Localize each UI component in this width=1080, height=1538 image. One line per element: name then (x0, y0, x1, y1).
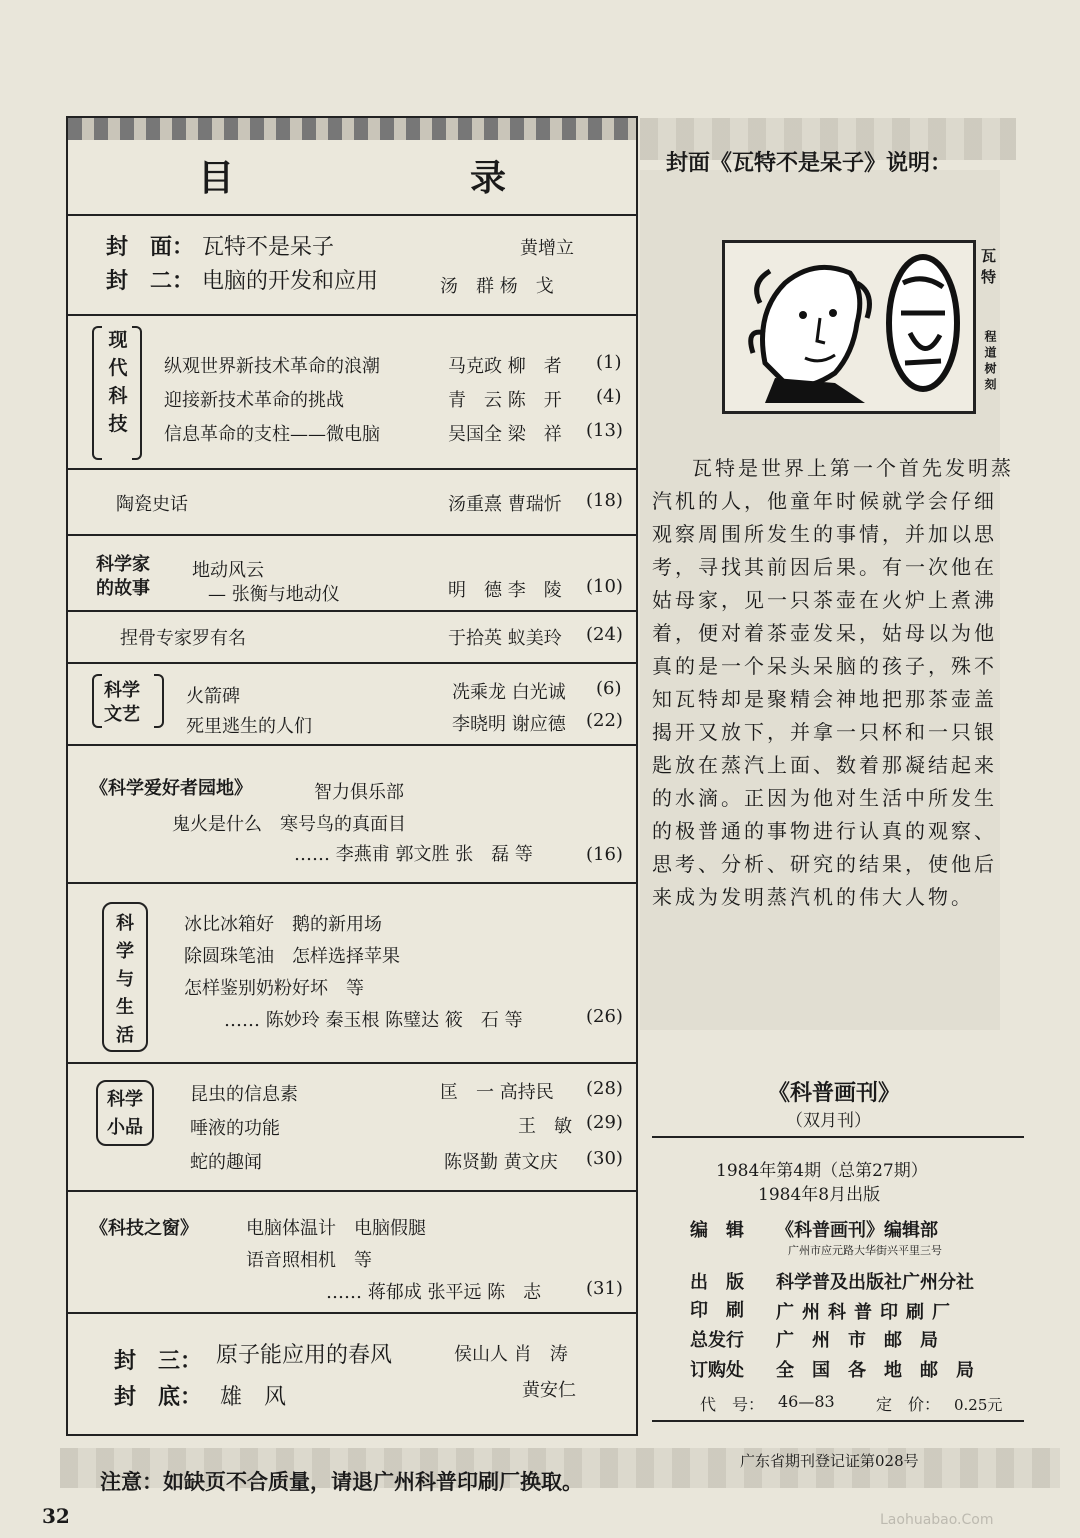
divider (68, 1062, 636, 1064)
table-of-contents (66, 116, 638, 1436)
imprint-label: 出 版 (690, 1272, 744, 1293)
toc-entry-page: (13) (586, 420, 623, 441)
toc-entry-page: (16) (586, 844, 623, 865)
toc-entry-title: 智力俱乐部 (314, 782, 404, 803)
code-value: 46—83 (778, 1392, 835, 1411)
divider (68, 882, 636, 884)
toc-entry-subtitle: — 张衡与地动仪 (208, 584, 340, 605)
header-decorative-strip (68, 118, 636, 140)
back-cover-author: 黄安仁 (522, 1380, 576, 1401)
price-value: 0.25元 (954, 1396, 1003, 1414)
watt-portrait-icon (725, 243, 967, 405)
toc-entry-page: (24) (586, 624, 623, 645)
price-label: 定 价： (876, 1395, 941, 1414)
issue-info: 1984年第4期（总第27期） (716, 1161, 928, 1181)
imprint-label: 印 刷 (690, 1300, 744, 1321)
section-label-sci-essay (96, 1080, 154, 1146)
toc-entry-author: 于拾英 蚁美玲 (448, 628, 562, 649)
toc-entry-author: 明 德 李 陵 (448, 580, 562, 601)
magazine-title: 《科普画刊》 (768, 1080, 901, 1106)
section-label-sci-lit: 科学 (104, 680, 140, 701)
toc-entry-title: 除圆珠笔油 怎样选择苹果 (184, 946, 400, 967)
seal-caption: 瓦特 (979, 248, 997, 290)
cover-description-body: 瓦特是世界上第一个首先发明蒸汽机的人，他童年时候就学会仔细观察周围所发生的事情，并加以思考，寻找其前因后果。有一次他在姑母家，见一只茶壶在火炉上煮沸着，便对着茶壶发呆，姑母以为他真的是一个呆头呆脑的孩子，殊不知瓦特却是聚精会神地把那茶壶盖揭开又放下，并拿一只杯和一只银匙放在蒸汽上面、数着那凝结起来的水滴。正因为他对生活中所发生的极普通的事物进行认真的观察、思考、分析、研究的结果，使他后来成为发明蒸汽机的伟大人物。 (652, 456, 1014, 909)
toc-entry-author: 王 敏 (518, 1116, 572, 1137)
cover-description-title: 封面《瓦特不是呆子》说明： (666, 150, 953, 176)
toc-entry-author: …… 陈妙玲 秦玉根 陈璧达 筱 石 等 (224, 1010, 523, 1031)
cover3-author: 侯山人 肖 涛 (454, 1344, 568, 1365)
imprint-value: 广州科普印刷厂 (776, 1302, 958, 1323)
cover-title: 瓦特不是呆子 (202, 235, 335, 260)
toc-entry-title: 冰比冰箱好 鹅的新用场 (184, 914, 382, 935)
label-line: 小品 (107, 1117, 143, 1138)
back-cover-label: 封 底： (114, 1384, 203, 1410)
section-label-scientist: 科学家 (96, 554, 150, 575)
imprint-label: 编 辑 (690, 1220, 744, 1241)
section-label-sci-lit: 文艺 (104, 704, 140, 725)
imprint-value: 广 州 市 邮 局 (776, 1330, 938, 1351)
divider (652, 1420, 1024, 1422)
toc-entry-title: 纵观世界新技术革命的浪潮 (164, 356, 380, 377)
cover2-title: 电脑的开发和应用 (202, 269, 379, 294)
label-line: 科学 (107, 1089, 143, 1110)
toc-entry-title: 蛇的趣闻 (190, 1152, 262, 1173)
toc-entry-author: 吴国全 梁 祥 (448, 424, 562, 445)
divider (68, 468, 636, 470)
imprint-value: 全 国 各 地 邮 局 (776, 1360, 974, 1381)
back-cover-title: 雄 风 (220, 1385, 287, 1410)
divider (68, 1312, 636, 1314)
toc-entry-title: 地动风云 (192, 560, 264, 581)
toc-entry-title: 怎样鉴别奶粉好坏 等 (184, 978, 364, 999)
section-label-modern-tech (98, 326, 138, 438)
divider (68, 534, 636, 536)
divider (68, 744, 636, 746)
toc-entry-title: 唾液的功能 (190, 1118, 280, 1139)
divider (68, 610, 636, 612)
woodcut-seal-portrait (722, 240, 976, 414)
toc-entry-page: (31) (586, 1278, 623, 1299)
cover-author: 黄增立 (520, 238, 574, 259)
section-label-sci-life (102, 902, 148, 1052)
toc-entry-author: …… 蒋郁成 张平远 陈 志 (326, 1282, 542, 1303)
cover2-author: 汤 群 杨 戈 (440, 276, 554, 297)
imprint-label: 总发行 (690, 1330, 744, 1351)
label-char: 科 (108, 385, 128, 407)
label-char: 与 (116, 969, 134, 990)
toc-entry-author: …… 李燕甫 郭文胜 张 磊 等 (294, 844, 533, 865)
toc-entry-page: (18) (586, 490, 623, 511)
toc-entry-page: (1) (596, 352, 622, 373)
label-char: 技 (108, 413, 128, 435)
toc-entry-title: 信息革命的支柱——微电脑 (164, 424, 380, 445)
toc-entry-page: (26) (586, 1006, 623, 1027)
toc-entry-title: 死里逃生的人们 (186, 716, 312, 737)
toc-entry-author: 汤重熹 曹瑞忻 (448, 494, 562, 515)
bracket-right (154, 674, 164, 728)
editor-address: 广州市应元路大华街兴平里三号 (788, 1244, 942, 1257)
cover3-title: 原子能应用的春风 (216, 1343, 393, 1368)
toc-entry-title: 语音照相机 等 (246, 1250, 372, 1271)
toc-entry-title: 捏骨专家罗有名 (120, 628, 246, 649)
imprint-value: 《科普画刊》编辑部 (776, 1220, 938, 1241)
divider (68, 1190, 636, 1192)
cover-label: 封 面： (106, 234, 195, 260)
toc-entry-title: 电脑体温计 电脑假腿 (246, 1218, 426, 1239)
registration-number: 广东省期刊登记证第028号 (740, 1452, 919, 1470)
toc-entry-author: 匡 一 高持民 (440, 1082, 554, 1103)
toc-entry-author: 陈贤勤 黄文庆 (444, 1152, 558, 1173)
toc-entry-author: 青 云 陈 开 (448, 390, 562, 411)
toc-entry-title: 昆虫的信息素 (190, 1084, 298, 1105)
publish-date: 1984年8月出版 (758, 1185, 881, 1205)
toc-entry-title: 迎接新技术革命的挑战 (164, 390, 344, 411)
watermark: Laohuabao.Com (880, 1512, 994, 1528)
toc-entry-title: 鬼火是什么 寒号鸟的真面目 (172, 814, 406, 835)
label-char: 学 (116, 941, 134, 962)
toc-entry-author: 冼乘龙 白光诚 (452, 682, 566, 703)
divider (652, 1136, 1024, 1138)
toc-entry-page: (30) (586, 1148, 623, 1169)
label-char: 活 (116, 1025, 134, 1046)
divider (68, 314, 636, 316)
toc-entry-author: 李晓明 谢应德 (452, 714, 566, 735)
footer-notice: 注意：如缺页不合质量，请退广州科普印刷厂换取。 (100, 1469, 583, 1494)
toc-entry-page: (22) (586, 710, 623, 731)
toc-title: 目 录 (197, 157, 606, 199)
seal-caption-carver: 程道树刻 (983, 330, 997, 394)
toc-entry-page: (28) (586, 1078, 623, 1099)
label-char: 科 (116, 913, 134, 934)
page-number: 32 (42, 1504, 70, 1528)
cover2-label: 封 二： (106, 268, 195, 294)
label-char: 生 (116, 997, 134, 1018)
cover3-label: 封 三： (114, 1348, 203, 1374)
imprint-label: 订购处 (690, 1360, 744, 1381)
code-label: 代 号： (700, 1395, 765, 1414)
section-label-tech-window: 《科技之窗》 (90, 1218, 198, 1239)
imprint-value: 科学普及出版社广州分社 (776, 1272, 974, 1293)
section-label-scientist: 的故事 (96, 578, 150, 599)
toc-entry-page: (4) (596, 386, 622, 407)
toc-entry-page: (6) (596, 678, 622, 699)
bracket-left (92, 674, 102, 728)
toc-entry-author: 马克政 柳 者 (448, 356, 562, 377)
toc-entry-title: 陶瓷史话 (116, 494, 188, 515)
toc-entry-title: 火箭碑 (186, 686, 240, 707)
label-char: 现 (108, 329, 128, 351)
toc-entry-page: (10) (586, 576, 623, 597)
toc-entry-page: (29) (586, 1112, 623, 1133)
divider (68, 662, 636, 664)
section-label-fans: 《科学爱好者园地》 (90, 778, 252, 799)
magazine-frequency: （双月刊） (786, 1111, 871, 1131)
label-char: 代 (108, 357, 128, 379)
toc-header (68, 118, 636, 216)
